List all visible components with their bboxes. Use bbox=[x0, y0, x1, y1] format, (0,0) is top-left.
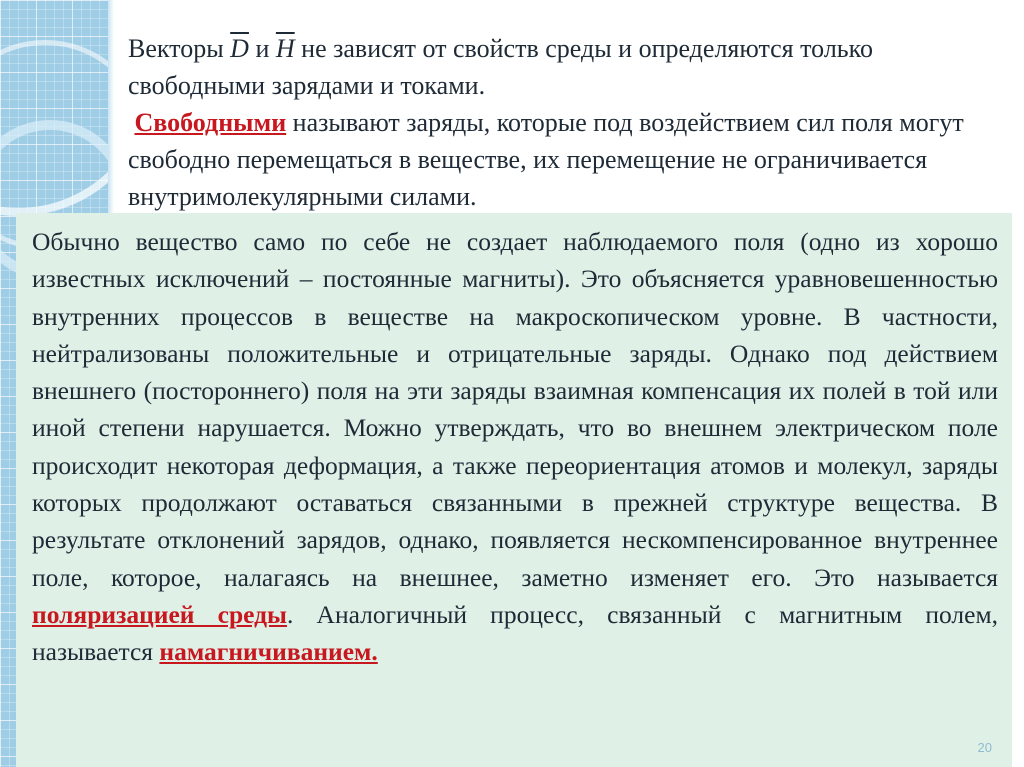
text-run: называют заряды, которые под воздействием сил поля могут свободно перемещаться в веществе, их перемещение не ограничивается внутримолекулярными силами. bbox=[128, 108, 964, 211]
polarization-text-box bbox=[16, 213, 1012, 767]
term-free-charges: Свободными bbox=[134, 108, 287, 137]
vector-h-symbol: $\overline{H}$ bbox=[275, 34, 295, 63]
polarization-paragraph bbox=[32, 223, 998, 671]
term-magnetization: намагничиванием. bbox=[159, 637, 378, 667]
term-polarization: поляризацией среды bbox=[32, 599, 287, 629]
slide-number: 20 bbox=[977, 740, 992, 755]
upper-text-block bbox=[128, 30, 988, 215]
text-run: не зависят от свойств среды и определяются только свободными зарядами и токами. bbox=[128, 34, 873, 100]
text-run: Обычно вещество само по себе не создает наблюдаемого поля (одно из хорошо известных исключений – постоянные магниты). Это объясняется уравновешенностью внутренних процессов в веществе на макроскопическом уровне. В частности, нейтрализованы положительные и отрицательные заряды. Однако под действием внешнего (постороннего) поля на эти заряды взаимная компенсация их полей в той или иной степени нарушается. Можно утверждать, что во внешнем электрическом поле происходит некоторая деформация, а также переориентация атомов и молекул, заряды которых продолжают оставаться связанными в прежней структуре вещества. В результате отклонений зарядов, однако, появляется нескомпенсированное внутреннее поле, которое, налагаясь на внешнее, заметно изменяет его. Это называется bbox=[32, 227, 998, 592]
vector-d-symbol: $\overline{D}$ bbox=[230, 34, 249, 63]
free-charges-paragraph bbox=[128, 104, 988, 215]
text-run: . Аналогичный процесс, связанный с магнитным полем, называется bbox=[32, 599, 998, 667]
text-run: и bbox=[248, 34, 276, 63]
text-run: Векторы bbox=[128, 34, 231, 63]
vectors-paragraph bbox=[128, 30, 988, 104]
